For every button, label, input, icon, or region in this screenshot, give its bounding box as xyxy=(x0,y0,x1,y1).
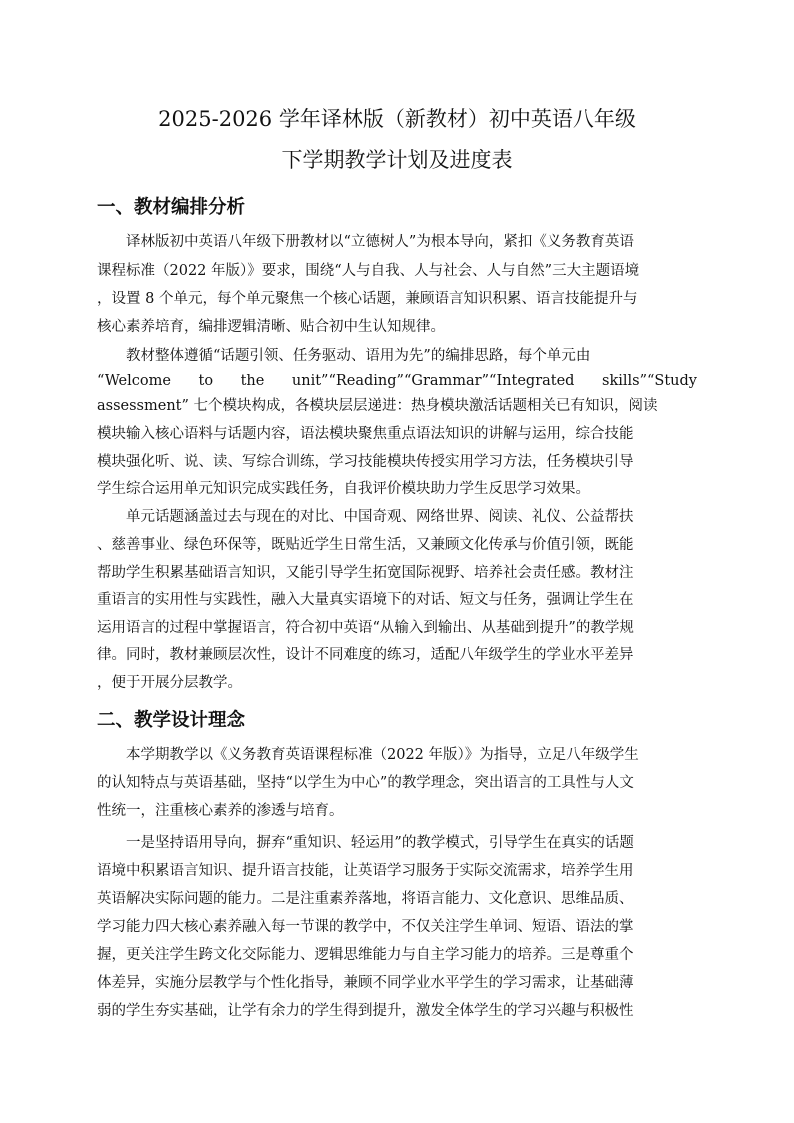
paragraph-line: 学习能力四大核心素养融入每一节课的教学中，不仅关注学生单词、短语、语法的掌 xyxy=(97,919,634,935)
paragraph-line: 、慈善事业、绿色环保等，既贴近学生日常生活，又兼顾文化传承与价值引领，既能 xyxy=(97,537,634,553)
paragraph-line: 重语言的实用性与实践性，融入大量真实语境下的对话、短文与任务，强调让学生在 xyxy=(97,592,634,608)
paragraph-line: 核心素养培育，编排逻辑清晰、贴合初中生认知规律。 xyxy=(97,319,445,335)
paragraph-line: assessment” 七个模块构成，各模块层层递进：热身模块激活话题相关已有知识，阅读 xyxy=(97,398,658,414)
paragraph-line: ，便于开展分层教学。 xyxy=(97,675,242,691)
paragraph-line: 运用语言的过程中掌握语言，符合初中英语“从输入到输出、从基础到提升”的教学规 xyxy=(97,620,634,636)
paragraph-line: 译林版初中英语八年级下册教材以“立德树人”为根本导向，紧扣《义务教育英语 xyxy=(126,234,634,250)
paragraph-line: 教材整体遵循“话题引领、任务驱动、语用为先”的编排思路，每个单元由 xyxy=(126,348,591,364)
paragraph-line: “Welcome to the unit”“Reading”“Grammar”“Integrated skills”“Study xyxy=(97,373,697,389)
paragraph-line: ，设置 8 个单元，每个单元聚焦一个核心话题，兼顾语言知识积累、语言技能提升与 xyxy=(97,291,638,307)
paragraph-line: 本学期教学以《义务教育英语课程标准（2022 年版）》为指导，立足八年级学生 xyxy=(126,747,639,763)
paragraph-line: 握，更关注学生跨文化交际能力、逻辑思维能力与自主学习能力的培养。三是尊重个 xyxy=(97,947,634,963)
paragraph-line: 模块输入核心语料与话题内容，语法模块聚焦重点语法知识的讲解与运用，综合技能 xyxy=(97,426,634,442)
paragraph-line: 性统一，注重核心素养的渗透与培育。 xyxy=(97,803,344,819)
paragraph-line: 体差异，实施分层教学与个性化指导，兼顾不同学业水平学生的学习需求，让基础薄 xyxy=(97,975,634,991)
paragraph-line: 弱的学生夯实基础，让学有余力的学生得到提升，激发全体学生的学习兴趣与积极性 xyxy=(97,1003,634,1019)
paragraph-line: 课程标准（2022 年版）》要求，围绕“人与自我、人与社会、人与自然”三大主题语境 xyxy=(97,263,640,279)
section-1-heading: 一、教材编排分析 xyxy=(97,197,246,218)
document-title-line-2: 下学期教学计划及进度表 xyxy=(281,148,513,172)
paragraph-line: 一是坚持语用导向，摒弃“重知识、轻运用”的教学模式，引导学生在真实的话题 xyxy=(126,835,634,851)
paragraph-line: 的认知特点与英语基础，坚持“以学生为中心”的教学理念，突出语言的工具性与人文 xyxy=(97,775,634,791)
paragraph-line: 学生综合运用单元知识完成实践任务，自我评价模块助力学生反思学习效果。 xyxy=(97,481,590,497)
document-title-line-1: 2025-2026 学年译林版（新教材）初中英语八年级 xyxy=(158,107,636,131)
paragraph-line: 帮助学生积累基础语言知识，又能引导学生拓宽国际视野、培养社会责任感。教材注 xyxy=(97,565,634,581)
paragraph-line: 语境中积累语言知识、提升语言技能，让英语学习服务于实际交流需求，培养学生用 xyxy=(97,863,634,879)
paragraph-line: 律。同时，教材兼顾层次性，设计不同难度的练习，适配八年级学生的学业水平差异 xyxy=(97,647,634,663)
paragraph-line: 单元话题涵盖过去与现在的对比、中国奇观、网络世界、阅读、礼仪、公益帮扶 xyxy=(126,509,634,525)
section-2-heading: 二、教学设计理念 xyxy=(97,710,246,731)
paragraph-line: 模块强化听、说、读、写综合训练，学习技能模块传授实用学习方法，任务模块引导 xyxy=(97,454,634,470)
paragraph-line: 英语解决实际问题的能力。二是注重素养落地，将语言能力、文化意识、思维品质、 xyxy=(97,891,634,907)
